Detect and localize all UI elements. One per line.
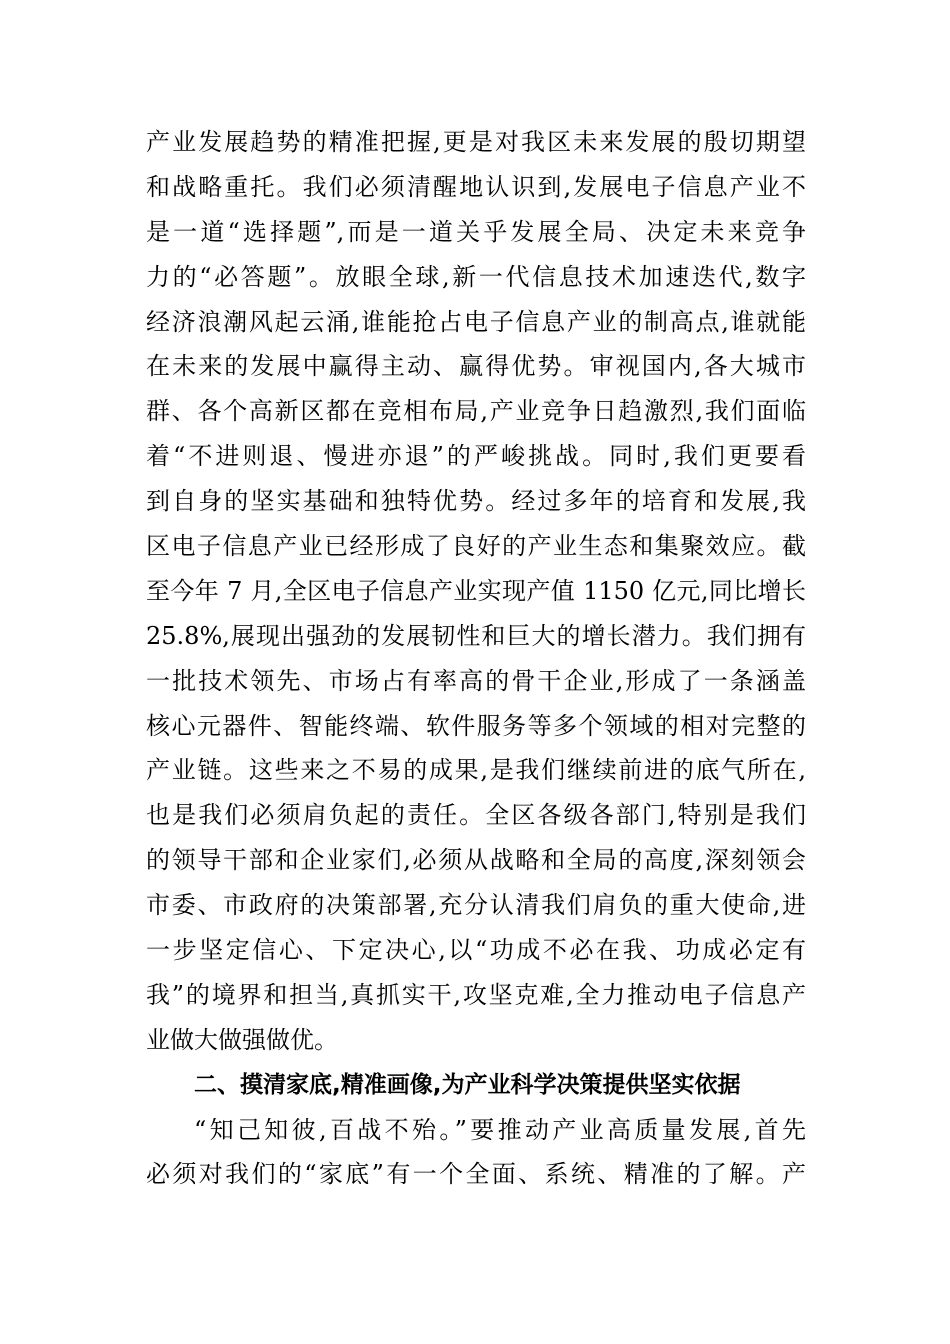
text-line: 一步坚定信心、下定决心,以“功成不必在我、功成必定有 <box>146 936 806 965</box>
text-line: 的领导干部和企业家们,必须从战略和全局的高度,深刻领会 <box>146 846 806 875</box>
text-line: 市委、市政府的决策部署,充分认清我们肩负的重大使命,进 <box>146 891 806 920</box>
text-line: “知己知彼,百战不殆。”要推动产业高质量发展,首先 <box>194 1115 806 1144</box>
text-line: 25.8%,展现出强劲的发展韧性和巨大的增长潜力。我们拥有 <box>146 621 806 650</box>
text-line: 是一道“选择题”,而是一道关乎发展全局、决定未来竞争 <box>146 217 806 246</box>
text-line: 也是我们必须肩负起的责任。全区各级各部门,特别是我们 <box>146 801 806 830</box>
text-line: 和战略重托。我们必须清醒地认识到,发展电子信息产业不 <box>146 172 806 201</box>
text-line: 至今年 7 月,全区电子信息产业实现产值 1150 亿元,同比增长 <box>146 576 806 605</box>
section-heading: 二、摸清家底,精准画像,为产业科学决策提供坚实依据 <box>194 1071 741 1098</box>
text-line: 群、各个高新区都在竞相布局,产业竞争日趋激烈,我们面临 <box>146 397 806 426</box>
paragraph <box>146 1108 806 1198</box>
text-line: 一批技术领先、市场占有率高的骨干企业,形成了一条涵盖 <box>146 666 806 695</box>
text-line: 必须对我们的“家底”有一个全面、系统、精准的了解。产 <box>146 1160 806 1189</box>
text-line: 产业发展趋势的精准把握,更是对我区未来发展的殷切期望 <box>146 128 806 156</box>
text-line: 经济浪潮风起云涌,谁能抢占电子信息产业的制高点,谁就能 <box>146 307 806 336</box>
text-line: 在未来的发展中赢得主动、赢得优势。审视国内,各大城市 <box>146 352 806 381</box>
text-line: 核心元器件、智能终端、软件服务等多个领域的相对完整的 <box>146 711 806 740</box>
text-line: 着“不进则退、慢进亦退”的严峻挑战。同时,我们更要看 <box>146 442 806 471</box>
paragraph <box>146 120 806 1063</box>
document-body <box>146 120 806 1197</box>
text-line: 到自身的坚实基础和独特优势。经过多年的培育和发展,我 <box>146 487 806 516</box>
text-line: 区电子信息产业已经形成了良好的产业生态和集聚效应。截 <box>146 532 806 561</box>
text-line: 业做大做强做优。 <box>146 1025 338 1054</box>
text-line: 力的“必答题”。放眼全球,新一代信息技术加速迭代,数字 <box>146 262 806 291</box>
text-line: 我”的境界和担当,真抓实干,攻坚克难,全力推动电子信息产 <box>146 980 806 1009</box>
text-line: 产业链。这些来之不易的成果,是我们继续前进的底气所在, <box>146 756 806 785</box>
